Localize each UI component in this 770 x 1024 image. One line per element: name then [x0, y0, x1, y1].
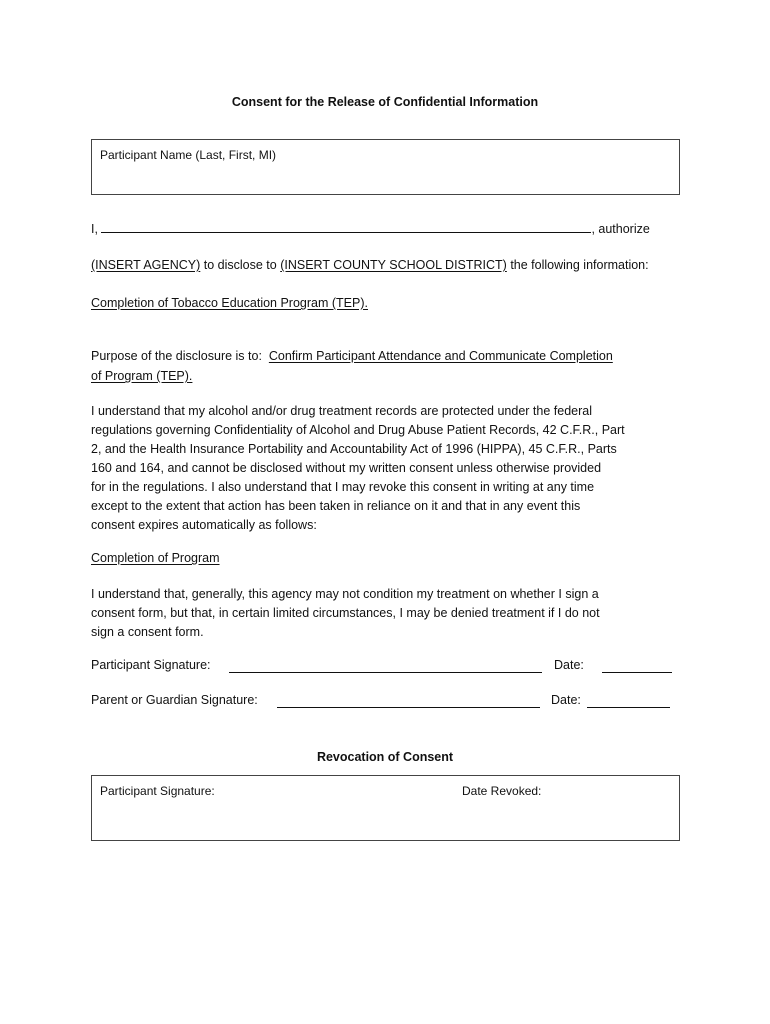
date-revoked-label: Date Revoked: — [462, 784, 542, 798]
guardian-signature-field[interactable] — [277, 695, 540, 708]
guardian-signature-label: Parent or Guardian Signature: — [91, 693, 258, 707]
purpose-text-2: of Program (TEP). — [91, 369, 193, 383]
insert-agency: (INSERT AGENCY) — [91, 258, 201, 272]
disclose-suffix: the following information: — [506, 258, 649, 272]
guardian-date-field[interactable] — [587, 695, 670, 708]
purpose-prefix: Purpose of the disclosure is to: — [91, 349, 269, 363]
confidentiality-paragraph — [91, 402, 681, 535]
paragraph-line: I understand that, generally, this agency may not condition my treatment on whether I sign a — [91, 587, 599, 601]
paragraph-line: 2, and the Health Insurance Portability and Accountability Act of 1996 (HIPPA), 45 C.F.R., Parts — [91, 442, 617, 456]
participant-signature-field[interactable] — [229, 660, 542, 673]
participant-signature-label: Participant Signature: — [91, 658, 211, 672]
paragraph-line: regulations governing Confidentiality of Alcohol and Drug Abuse Patient Records, 42 C.F.R., Part — [91, 423, 625, 437]
purpose-text-1: Confirm Participant Attendance and Communicate Completion — [268, 349, 613, 363]
authorize-suffix: , authorize — [591, 222, 650, 236]
revocation-box[interactable] — [91, 775, 680, 841]
paragraph-line: I understand that my alcohol and/or drug treatment records are protected under the federal — [91, 404, 592, 418]
authorizer-name-field[interactable] — [101, 220, 591, 233]
paragraph-line: for in the regulations. I also understand that I may revoke this consent in writing at any time — [91, 480, 595, 494]
insert-district: (INSERT COUNTY SCHOOL DISTRICT) — [280, 258, 507, 272]
paragraph-line: consent expires automatically as follows: — [91, 518, 317, 532]
revocation-signature-label: Participant Signature: — [100, 784, 215, 798]
information-item: Completion of Tobacco Education Program (TEP). — [91, 296, 368, 310]
participant-name-label: Participant Name (Last, First, MI) — [100, 148, 277, 162]
paragraph-line: except to the extent that action has been taken in reliance on it and that in any event this — [91, 499, 581, 513]
guardian-date-label: Date: — [551, 693, 581, 707]
condition-paragraph — [91, 585, 681, 642]
participant-date-field[interactable] — [602, 660, 672, 673]
authorize-prefix: I, — [91, 222, 98, 236]
authorize-line — [91, 220, 650, 236]
paragraph-line: 160 and 164, and cannot be disclosed without my written consent unless otherwise provided — [91, 461, 602, 475]
expiration-condition: Completion of Program — [91, 551, 220, 565]
disclose-middle: to disclose to — [200, 258, 281, 272]
participant-signature-row — [91, 658, 211, 672]
paragraph-line: sign a consent form. — [91, 625, 204, 639]
paragraph-line: consent form, but that, in certain limited circumstances, I may be denied treatment if I do not — [91, 606, 600, 620]
revocation-title: Revocation of Consent — [316, 750, 454, 764]
purpose-line-1 — [91, 349, 613, 363]
participant-name-box[interactable] — [91, 139, 680, 195]
disclose-line — [91, 258, 649, 272]
participant-date-label: Date: — [554, 658, 584, 672]
document-title: Consent for the Release of Confidential Information — [231, 95, 539, 109]
